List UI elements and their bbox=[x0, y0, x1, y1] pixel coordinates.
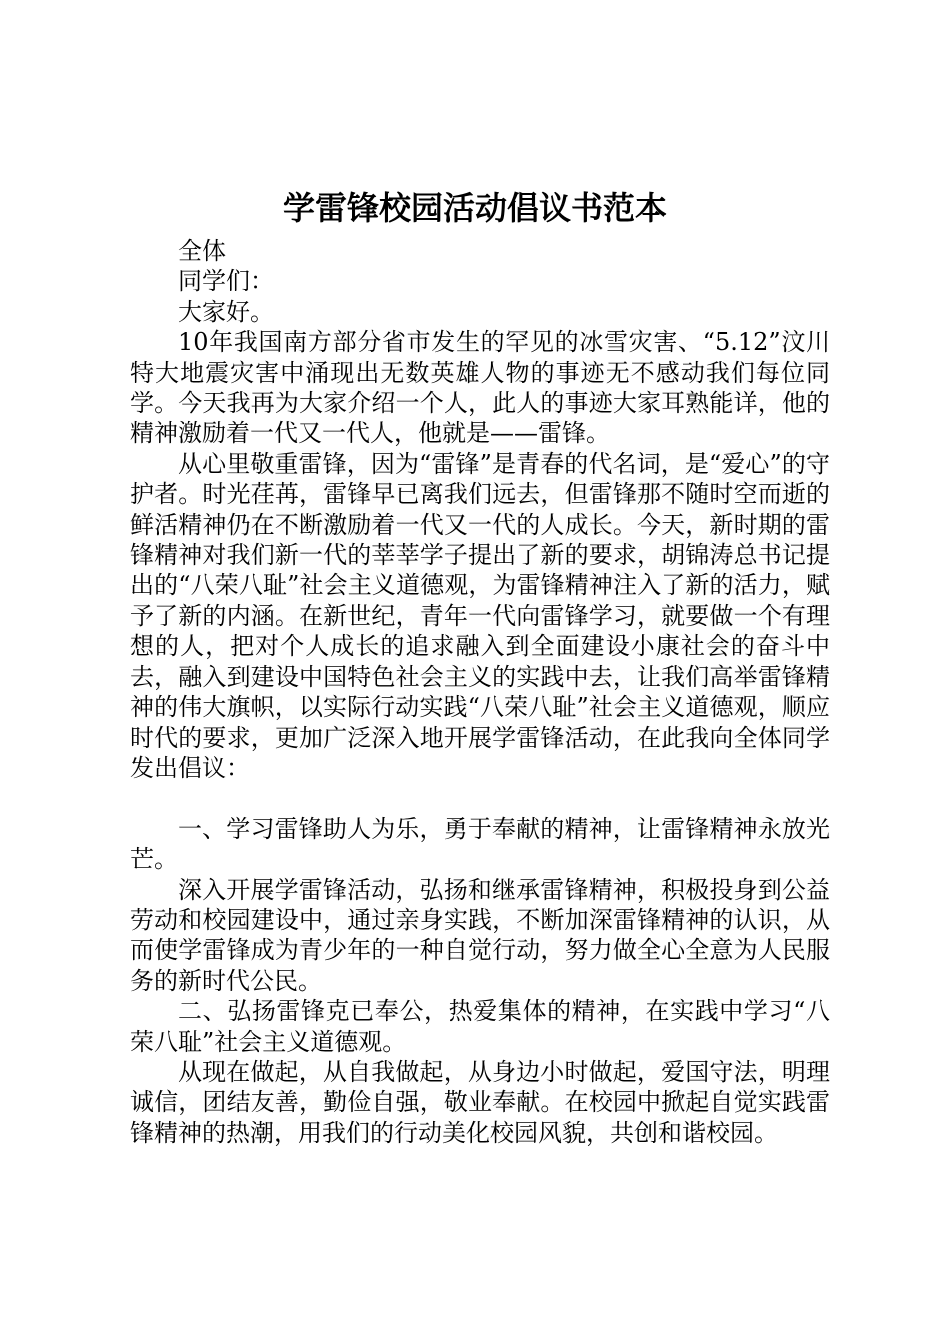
greeting: 大家好。 bbox=[178, 297, 274, 326]
paragraph: 从现在做起，从自我做起，从身边小时做起，爱国守法，明理诚信，团结友善，勤俭自强，敬业奉献。在校园中掀起自觉实践雷锋精神的热潮，用我们的行动美化校园风貌，共创和谐校园。 bbox=[130, 1057, 830, 1147]
document-title: 学雷锋校园活动倡议书范本 bbox=[282, 189, 667, 227]
document-body bbox=[130, 236, 830, 1148]
paragraph: 深入开展学雷锋活动，弘扬和继承雷锋精神，积极投身到公益劳动和校园建设中，通过亲身实践，不断加深雷锋精神的认识，从而使学雷锋成为青少年的一种自觉行动，努力做全心全意为人民服务的新时代公民。 bbox=[130, 875, 830, 995]
blank-line bbox=[130, 783, 830, 813]
section-heading-1: 一、学习雷锋助人为乐，勇于奉献的精神，让雷锋精神永放光芒。 bbox=[130, 814, 830, 874]
paragraph: 从心里敬重雷锋，因为“雷锋”是青春的代名词，是“爱心”的守护者。时光荏苒，雷锋早已离我们远去，但雷锋那不随时空而逝的鲜活精神仍在不断激励着一代又一代的人成长。今天，新时期的雷锋精神对我们新一代的莘莘学子提出了新的要求，胡锦涛总书记提出的“八荣八耻”社会主义道德观，为雷锋精神注入了新的活力，赋予了新的内涵。在新世纪，青年一代向雷锋学习，就要做一个有理想的人，把对个人成长的追求融入到全面建设小康社会的奋斗中去，融入到建设中国特色社会主义的实践中去，让我们高举雷锋精神的伟大旗帜，以实际行动实践“八荣八耻”社会主义道德观，顺应时代的要求，更加广泛深入地开展学雷锋活动，在此我向全体同学发出倡议： bbox=[130, 449, 830, 782]
salutation-line-2: 同学们： bbox=[178, 267, 274, 296]
salutation-line-1: 全体 bbox=[178, 237, 226, 265]
paragraph: 10年我国南方部分省市发生的罕见的冰雪灾害、“5.12”汶川特大地震灾害中涌现出无数英雄人物的事迹无不感动我们每位同学。今天我再为大家介绍一个人，此人的事迹大家耳熟能详，他的精神激励着一代又一代人，他就是——雷锋。 bbox=[130, 328, 830, 448]
section-heading-2: 二、弘扬雷锋克已奉公，热爱集体的精神，在实践中学习“八荣八耻”社会主义道德观。 bbox=[130, 997, 830, 1056]
